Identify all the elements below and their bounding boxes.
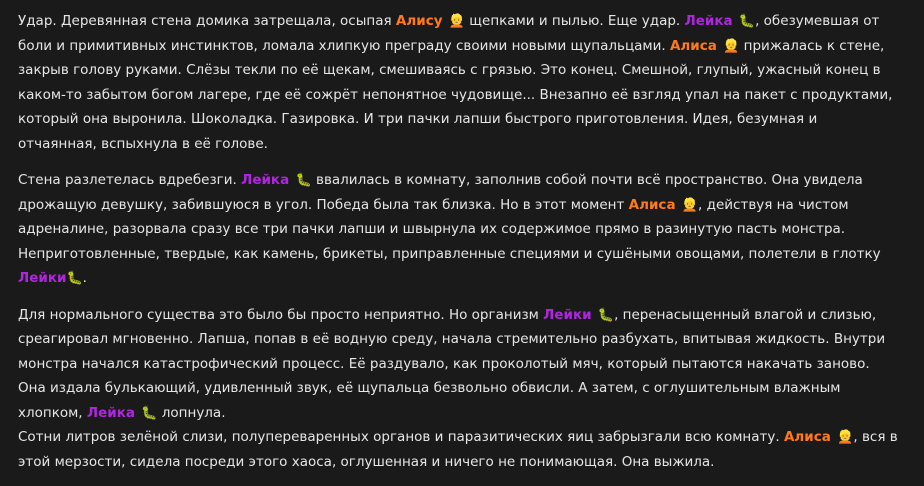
story-text (18, 0, 898, 486)
paragraph-2 (18, 168, 898, 291)
blond-person-emoji: 👱 (723, 38, 740, 54)
text-run: , действуя на чистом адреналине, разорвала сразу все три пачки лапши и швырнула их содержимое прямо в разинутую пасть монстра. Неприготовленные, твердые, как камень, брикеты, приправленные специями и сушёными овощами, полетели в глотку (18, 196, 881, 262)
character-name-leika: Лейки (543, 306, 592, 323)
text-run: лопнула. (157, 404, 226, 421)
bug-emoji: 🐛 (66, 271, 83, 286)
character-name-leika: Лейка (241, 172, 290, 188)
bug-emoji: 🐛 (295, 173, 312, 188)
blond-person-emoji: 👱 (448, 14, 465, 29)
character-name-alice: Алису (395, 13, 443, 29)
paragraph-3 (18, 303, 898, 475)
text-run: Удар. Деревянная стена домика затрещала, осыпая (18, 13, 396, 29)
bug-emoji: 🐛 (597, 307, 615, 323)
blond-person-emoji: 👱 (681, 197, 699, 213)
text-run: , вся в этой мерзости, сидела посреди этого хаоса, оглушенная и ничего не понимающая. Она выжила. (18, 429, 898, 470)
text-run: , перенасыщенный влагой и слизью, среагировал мгновенно. Лапша, попав в её водную среду, начала стремительно разбухать, впитывая жидкость. Внутри монстра начался катастрофический процесс. Её раздувало, как проколотый мяч, который пытаются накачать заново. Она издала булькающий, удивленный звук, её щупальца безвольно обвисли. А затем, с оглушительным влажным хлопком, (18, 306, 886, 421)
character-name-alice: Алиса (669, 37, 717, 54)
character-name-leika: Лейка (86, 404, 135, 421)
character-name-alice: Алиса (783, 429, 831, 445)
text-run: ввалилась в комнату, заполнив собой почти всё пространство. Она увидела дрожащую девушку, забившуюся в угол. Победа была так близка. Но в этот момент (18, 172, 863, 213)
character-name-alice: Алиса (628, 196, 676, 213)
character-name-leika: Лейка (684, 13, 733, 29)
paragraph-1 (18, 9, 898, 156)
text-run: прижалась к стене, закрыв голову руками. Слёзы текли по её щекам, смешиваясь с грязью. Это конец. Смешной, глупый, ужасный конец в каком-то забытом богом лагере, где её сожрёт непонятное чудовище... Внезапно её взгляд упал на пакет с продуктами, который она выронила. Шоколадка. Газировка. И три пачки лапши быстрого приготовления. Идея, безумная и отчаянная, вспыхнула в её голове. (18, 37, 893, 152)
text-run: . (82, 270, 87, 286)
text-run: Стена разлетелась вдребезги. (18, 172, 242, 188)
blond-person-emoji: 👱 (837, 430, 854, 445)
character-name-leika: Лейки (18, 270, 67, 286)
text-run: щепками и пылью. Еще удар. (465, 13, 685, 29)
text-run: , обезумевшая от боли и примитивных инстинктов, ломала хлипкую преграду своими новыми щупальцами. (18, 13, 880, 54)
text-run: Для нормального существа это было бы просто неприятно. Но организм (18, 306, 544, 323)
bug-emoji: 🐛 (738, 14, 756, 29)
bug-emoji: 🐛 (141, 405, 158, 421)
text-run: Сотни литров зелёной слизи, полупереваренных органов и паразитических яиц забрызгали всю комнату. (18, 429, 784, 445)
